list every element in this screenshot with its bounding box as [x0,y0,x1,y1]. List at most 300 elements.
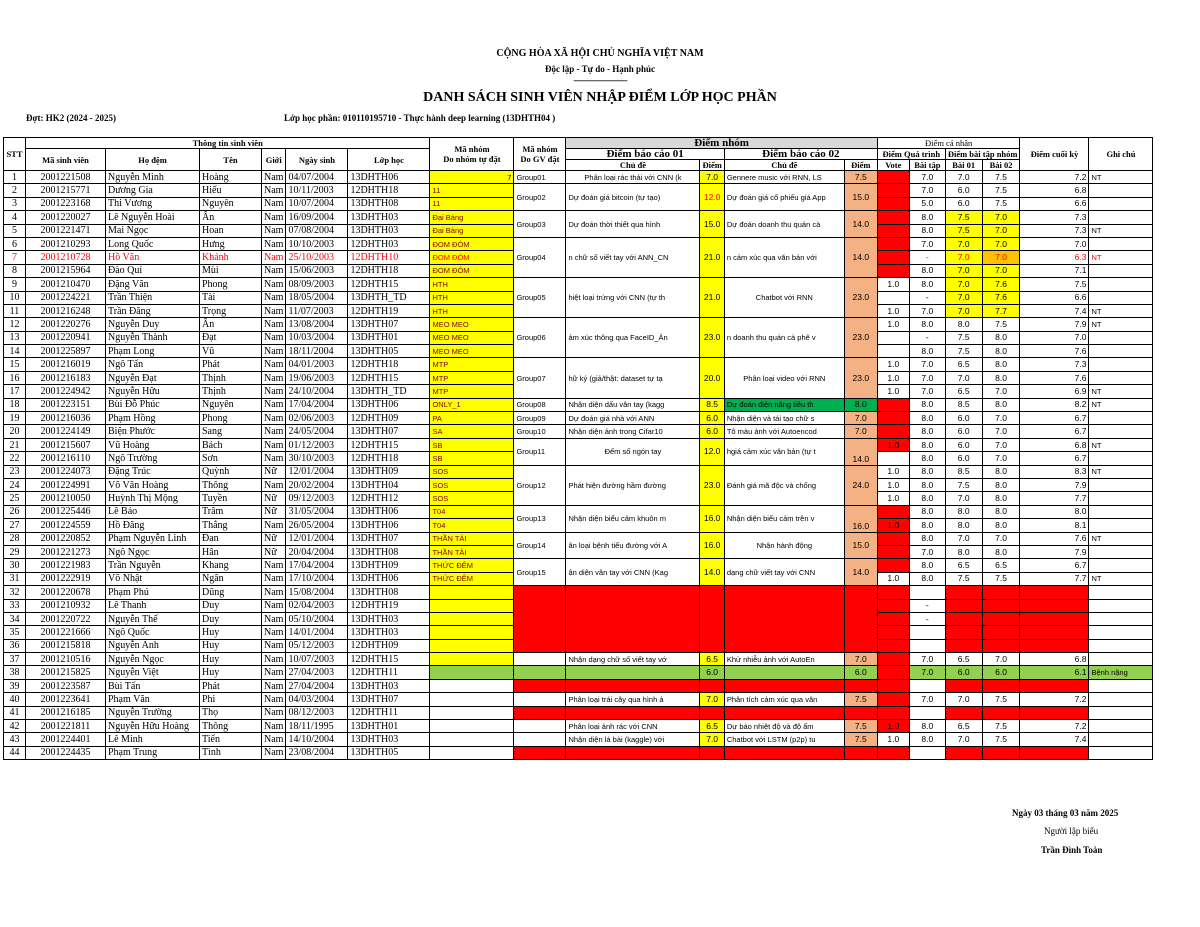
cell-stt: 5 [4,224,26,237]
cell-student-id: 2001221983 [26,559,106,572]
cell-score2 [844,706,877,719]
cell-homework [909,679,945,692]
cell-ex1: 7.5 [945,224,982,237]
cell-last-name: Phạm Hồng [106,412,200,425]
col-dob: Ngày sinh [286,149,348,171]
cell-class: 12DHTH03 [348,237,430,250]
cell-topic1: ận diện vân tay với CNN (Kag [566,559,700,586]
cell-note [1089,706,1153,719]
cell-ex1: 6.5 [945,559,982,572]
cell-score1: 7.0 [700,171,724,184]
cell-student-id: 2001221273 [26,545,106,558]
cell-homework [909,586,945,599]
cell-team [430,586,514,599]
cell-class: 13DHTH01 [348,331,430,344]
cell-vote [877,505,909,518]
cell-topic2: Phân loại video với RNN [724,358,844,398]
cell-ex2: 7.5 [982,171,1020,184]
cell-first-name: Mùi [200,264,262,277]
cell-stt: 31 [4,572,26,585]
cell-topic2: n doanh thu quán cà phê v [724,318,844,358]
cell-vote: 1.0 [877,572,909,585]
cell-score1: 12.0 [700,438,724,465]
cell-ex1 [945,599,982,612]
table-row [4,237,1153,250]
cell-ex1: 8.0 [945,519,982,532]
cell-gender: Nam [262,371,286,384]
cell-team [430,693,514,706]
cell-dob: 07/08/2004 [286,224,348,237]
cell-student-id: 2001215825 [26,666,106,679]
cell-student-id: 2001225446 [26,505,106,518]
cell-first-name: Đan [200,532,262,545]
cell-dob: 12/01/2004 [286,532,348,545]
cell-class: 13DHTH08 [348,545,430,558]
cell-class: 12DHTH15 [348,278,430,291]
cell-student-id: 2001220276 [26,318,106,331]
cell-first-name: Tiến [200,733,262,746]
maker-label: Người lập biểu [1044,826,1099,836]
cell-dob: 18/05/2004 [286,291,348,304]
cell-group-name: Group02 [514,184,566,211]
cell-topic1 [566,706,700,719]
cell-stt: 25 [4,492,26,505]
cell-topic2 [724,706,844,719]
cell-dob: 26/05/2004 [286,519,348,532]
table-row [4,532,1153,545]
cell-gender: Nam [262,197,286,210]
cell-dob: 04/07/2004 [286,171,348,184]
cell-dob: 05/12/2003 [286,639,348,652]
cell-dob: 30/10/2003 [286,452,348,465]
cell-final [1020,706,1089,719]
cell-note [1089,519,1153,532]
cell-ex1: 7.0 [945,291,982,304]
cell-team: Đại Bàng [430,224,514,237]
cell-first-name: Tuyền [200,492,262,505]
cell-ex1: 7.5 [945,331,982,344]
cell-final: 6.7 [1020,425,1089,438]
cell-first-name: Hân [200,545,262,558]
cell-first-name: Phi [200,693,262,706]
cell-final: 7.9 [1020,318,1089,331]
cell-first-name: Khang [200,559,262,572]
cell-topic1: ảm xúc thông qua FaceID_Ản [566,318,700,358]
cell-team: SA [430,425,514,438]
cell-ex1: 7.0 [945,492,982,505]
cell-stt: 23 [4,465,26,478]
cell-ex1: 7.0 [945,693,982,706]
cell-note [1089,291,1153,304]
cell-student-id: 2001224942 [26,385,106,398]
cell-student-id: 2001222919 [26,572,106,585]
cell-homework: - [909,612,945,625]
cell-homework: 8.0 [909,452,945,465]
cell-class: 12DHTH09 [348,639,430,652]
cell-gender: Nam [262,612,286,625]
cell-last-name: Đặng Văn [106,278,200,291]
cell-stt: 43 [4,733,26,746]
cell-class: 12DHTH18 [348,184,430,197]
cell-last-name: Trần Đăng [106,304,200,317]
cell-student-id: 2001210470 [26,278,106,291]
cell-last-name: Ngô Quốc [106,626,200,639]
cell-team: THẦN TÀI [430,532,514,545]
cell-score2: 7.0 [844,412,877,425]
cell-first-name: Thắng [200,519,262,532]
cell-group-name: Group09 [514,412,566,425]
cell-ex2: 7.0 [982,224,1020,237]
cell-team: 11 [430,184,514,197]
cell-score2: 23.0 [844,358,877,398]
cell-dob: 10/10/2003 [286,237,348,250]
cell-team: ONLY_1 [430,398,514,411]
cell-team [430,666,514,679]
cell-vote: 1.0 [877,492,909,505]
cell-note [1089,746,1153,759]
cell-topic2: Dự đoán điện năng tiêu th [724,398,844,411]
divider: -------------------------------- [573,76,627,85]
cell-last-name: Võ Văn Hoàng [106,478,200,491]
cell-homework: 8.0 [909,412,945,425]
cell-student-id: 2001224149 [26,425,106,438]
cell-class: 13DHTH06 [348,572,430,585]
cell-last-name: Bùi Đỗ Phúc [106,398,200,411]
cell-class: 13DHTH08 [348,586,430,599]
cell-first-name: Duy [200,612,262,625]
cell-topic1: ân loại bệnh tiểu đường với A [566,532,700,559]
cell-final [1020,639,1089,652]
cell-note [1089,211,1153,224]
cell-ex2 [982,626,1020,639]
cell-score1: 21.0 [700,237,724,277]
cell-stt: 28 [4,532,26,545]
cell-vote [877,184,909,197]
cell-dob: 16/09/2004 [286,211,348,224]
cell-first-name: Hoan [200,224,262,237]
table-row [4,693,1153,706]
cell-last-name: Nguyễn Hữu Hoàng [106,720,200,733]
cell-score2 [844,586,877,653]
cell-ex2: 7.5 [982,572,1020,585]
cell-stt: 4 [4,211,26,224]
cell-last-name: Phạm Long [106,345,200,358]
cell-ex1: 7.0 [945,237,982,250]
cell-topic2: Gennere music với RNN, LS [724,171,844,184]
cell-vote [877,237,909,250]
cell-homework: 8.0 [909,478,945,491]
cell-score1: 6.0 [700,666,724,679]
cell-note [1089,345,1153,358]
cell-dob: 04/03/2004 [286,693,348,706]
cell-vote: 1.0 [877,318,909,331]
cell-final: 6.3 [1020,251,1089,264]
cell-last-name: Phạm Văn [106,693,200,706]
cell-vote: 1.0 [877,465,909,478]
cell-ex2: 7.7 [982,304,1020,317]
table-row [4,706,1153,719]
cell-group-name: Group07 [514,358,566,398]
cell-gender: Nam [262,251,286,264]
cell-student-id: 2001223151 [26,398,106,411]
cell-ex1: 8.5 [945,398,982,411]
cell-gender: Nam [262,746,286,759]
cell-dob: 08/09/2003 [286,278,348,291]
cell-final: 7.4 [1020,733,1089,746]
cell-topic2: dạng chữ viết tay với CNN [724,559,844,586]
cell-first-name: Ân [200,211,262,224]
cell-dob: 04/01/2003 [286,358,348,371]
cell-vote [877,679,909,692]
cell-final: 7.4 [1020,304,1089,317]
cell-student-id: 2001216183 [26,371,106,384]
cell-homework: - [909,331,945,344]
cell-group-name: Group13 [514,505,566,532]
cell-note: NT [1089,385,1153,398]
cell-ex2: 8.0 [982,345,1020,358]
cell-gender: Nam [262,385,286,398]
cell-note [1089,559,1153,572]
cell-dob: 15/06/2003 [286,264,348,277]
cell-team: ĐOM ĐÓM [430,237,514,250]
cell-score1: 6.0 [700,412,724,425]
cell-student-id: 2001221471 [26,224,106,237]
sign-date: Ngày 03 tháng 03 năm 2025 [1012,808,1119,818]
cell-vote [877,412,909,425]
cell-ex1: 7.0 [945,733,982,746]
cell-vote [877,251,909,264]
cell-vote [877,331,909,344]
cell-dob: 18/11/1995 [286,720,348,733]
cell-class: 13DHTH06 [348,505,430,518]
cell-topic2: Đánh giá mã độc và chống [724,465,844,505]
cell-note: NT [1089,171,1153,184]
cell-dob: 10/07/2003 [286,653,348,666]
cell-first-name: Dũng [200,586,262,599]
cell-score2: 7.0 [844,425,877,438]
cell-stt: 20 [4,425,26,438]
cell-stt: 32 [4,586,26,599]
table-row [4,358,1153,371]
cell-class: 13DHTH05 [348,345,430,358]
cell-team [430,746,514,759]
cell-class: 13DHTH06 [348,398,430,411]
cell-topic2: hgiá cảm xúc văn bản (tự t [724,438,844,465]
cell-homework: 7.0 [909,371,945,384]
table-row [4,679,1153,692]
cell-note [1089,197,1153,210]
cell-first-name: Thịnh [200,385,262,398]
cell-vote [877,224,909,237]
cell-group-name [514,720,566,733]
cell-vote [877,612,909,625]
cell-ex1: 7.5 [945,478,982,491]
cell-last-name: Dương Gia [106,184,200,197]
cell-stt: 13 [4,331,26,344]
cell-stt: 9 [4,278,26,291]
cell-team: THẦN TÀI [430,545,514,558]
cell-homework: 8.0 [909,345,945,358]
col-report2: Điểm báo cáo 02 [724,149,877,160]
cell-topic2 [724,746,844,759]
cell-topic1 [566,586,700,653]
cell-student-id: 2001220852 [26,532,106,545]
cell-last-name: Bùi Tấn [106,679,200,692]
cell-score1: 6.5 [700,653,724,666]
cell-class: 12DHTH18 [348,358,430,371]
cell-stt: 42 [4,720,26,733]
cell-vote: 1.0 [877,278,909,291]
cell-student-id: 2001221666 [26,626,106,639]
cell-score1: 6.0 [700,425,724,438]
cell-first-name: Bách [200,438,262,451]
cell-last-name: Trần Nguyễn [106,559,200,572]
col-report1: Điểm báo cáo 01 [566,149,724,160]
table-row [4,412,1153,425]
table-row [4,278,1153,291]
cell-team [430,612,514,625]
cell-ex2: 7.0 [982,532,1020,545]
cell-last-name: Đặng Trúc [106,465,200,478]
cell-vote [877,532,909,545]
cell-topic2: Khử nhiễu ảnh với AutoEn [724,653,844,666]
cell-student-id: 2001220722 [26,612,106,625]
cell-homework: 8.0 [909,398,945,411]
cell-final: 7.9 [1020,545,1089,558]
cell-stt: 6 [4,237,26,250]
cell-ex2 [982,612,1020,625]
cell-score1: 6.5 [700,720,724,733]
cell-dob: 20/02/2004 [286,478,348,491]
cell-ex2: 7.0 [982,438,1020,451]
cell-gender: Nam [262,318,286,331]
cell-dob: 11/07/2003 [286,304,348,317]
cell-student-id: 2001215607 [26,438,106,451]
cell-vote [877,452,909,465]
cell-team [430,733,514,746]
cell-topic1: Phân loại trái cây qua hình ả [566,693,700,706]
cell-final: 7.0 [1020,331,1089,344]
cell-homework: 7.0 [909,385,945,398]
cell-vote [877,398,909,411]
cell-dob: 10/11/2003 [286,184,348,197]
cell-final [1020,599,1089,612]
cell-vote [877,599,909,612]
cell-homework: 5.0 [909,197,945,210]
col-topic2: Chủ đề [724,160,844,171]
cell-student-id: 2001224991 [26,478,106,491]
cell-topic1: Dự đoán thời thiết qua hình [566,211,700,238]
cell-score2: 7.0 [844,653,877,666]
cell-last-name: Hồ Đăng [106,519,200,532]
cell-final: 7.3 [1020,224,1089,237]
cell-student-id: 2001216110 [26,452,106,465]
col-group-self: Mã nhóm Do nhóm tự đặt [430,138,514,171]
cell-gender: Nam [262,412,286,425]
cell-gender: Nữ [262,545,286,558]
cell-first-name: Hoàng [200,171,262,184]
cell-stt: 10 [4,291,26,304]
cell-class: 12DHTH19 [348,304,430,317]
cell-team: SB [430,452,514,465]
table-row [4,505,1153,518]
col-ex1: Bài 01 [945,160,982,171]
cell-gender: Nữ [262,465,286,478]
cell-ex1: 7.5 [945,345,982,358]
col-stt: STT [4,138,26,171]
cell-stt: 22 [4,452,26,465]
cell-class: 13DHTH03 [348,224,430,237]
cell-gender: Nam [262,679,286,692]
table-row [4,733,1153,746]
cell-ex2: 7.5 [982,197,1020,210]
cell-student-id: 2001210293 [26,237,106,250]
cell-first-name: Phong [200,412,262,425]
cell-dob: 25/10/2003 [286,251,348,264]
cell-stt: 35 [4,626,26,639]
cell-stt: 3 [4,197,26,210]
cell-final: 7.7 [1020,492,1089,505]
cell-ex1 [945,626,982,639]
cell-note [1089,626,1153,639]
cell-last-name: Nguyễn Ngọc [106,653,200,666]
cell-score2: 24.0 [844,465,877,505]
cell-ex1: 6.0 [945,438,982,451]
cell-note: NT [1089,532,1153,545]
cell-student-id: 2001224435 [26,746,106,759]
cell-score1: 14.0 [700,559,724,586]
cell-final: 6.6 [1020,197,1089,210]
cell-last-name: Nguyễn Minh [106,171,200,184]
cell-group-name [514,679,566,692]
cell-team [430,599,514,612]
cell-note: NT [1089,318,1153,331]
cell-final [1020,679,1089,692]
cell-first-name: Thông [200,720,262,733]
cell-topic2: Nhận hành động [724,532,844,559]
cell-first-name: Trọng [200,304,262,317]
cell-ex2: 7.5 [982,318,1020,331]
cell-ex1: 6.0 [945,197,982,210]
cell-class: 12DHTH11 [348,706,430,719]
cell-last-name: Ngô Ngọc [106,545,200,558]
cell-student-id: 2001224221 [26,291,106,304]
cell-score1: 20.0 [700,358,724,398]
cell-ex2: 8.0 [982,505,1020,518]
cell-ex2: 7.0 [982,385,1020,398]
cell-homework: 7.0 [909,184,945,197]
cell-class: 13DHTH03 [348,626,430,639]
cell-gender: Nam [262,345,286,358]
cell-dob: 31/05/2004 [286,505,348,518]
cell-score1: 7.0 [700,733,724,746]
cell-last-name: Phạm Phú [106,586,200,599]
cell-vote [877,586,909,599]
cell-class: 12DHTH19 [348,599,430,612]
cell-stt: 29 [4,545,26,558]
cell-stt: 27 [4,519,26,532]
cell-stt: 12 [4,318,26,331]
motto: Độc lập - Tự do - Hạnh phúc [544,64,655,74]
cell-team: T04 [430,505,514,518]
cell-vote [877,666,909,679]
cell-note [1089,184,1153,197]
cell-gender: Nam [262,626,286,639]
cell-dob: 23/08/2004 [286,746,348,759]
cell-ex2: 8.0 [982,465,1020,478]
cell-score1 [700,679,724,692]
cell-vote: 1.0 [877,304,909,317]
